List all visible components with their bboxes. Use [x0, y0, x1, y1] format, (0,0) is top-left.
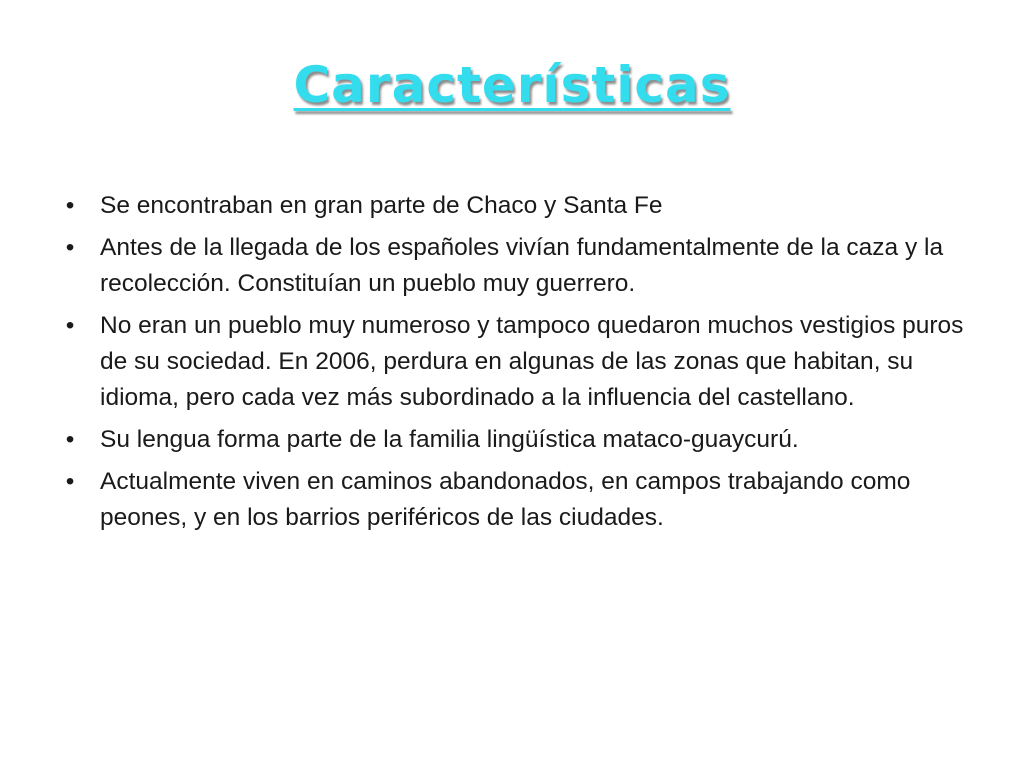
- bullet-text: No eran un pueblo muy numeroso y tampoco quedaron muchos vestigios puros de su sociedad. En 2006, perdura en algunas de las zonas que habitan, su idioma, pero cada vez más subordinado a la influencia del castellano.: [100, 312, 964, 411]
- bullet-icon: •: [65, 192, 75, 219]
- bullet-text: Antes de la llegada de los españoles vivían fundamentalmente de la caza y la recolección. Constituían un pueblo muy guerrero.: [100, 234, 944, 297]
- bullet-icon: •: [65, 312, 75, 339]
- bullet-item: [60, 308, 970, 416]
- bullet-icon: •: [65, 234, 75, 261]
- bullet-item: [60, 422, 970, 458]
- bullet-item: [60, 464, 970, 536]
- bullet-icon: •: [65, 468, 75, 495]
- bullet-list: [60, 188, 970, 542]
- bullet-icon: •: [65, 426, 75, 453]
- bullet-text: Actualmente viven en caminos abandonados, en campos trabajando como peones, y en los barrios periféricos de las ciudades.: [100, 468, 911, 531]
- bullet-text: Se encontraban en gran parte de Chaco y Santa Fe: [100, 192, 663, 219]
- bullet-item: [60, 230, 970, 302]
- slide-title: Características: [293, 56, 731, 114]
- bullet-item: [60, 188, 970, 224]
- bullet-text: Su lengua forma parte de la familia lingüística mataco-guaycurú.: [100, 426, 799, 453]
